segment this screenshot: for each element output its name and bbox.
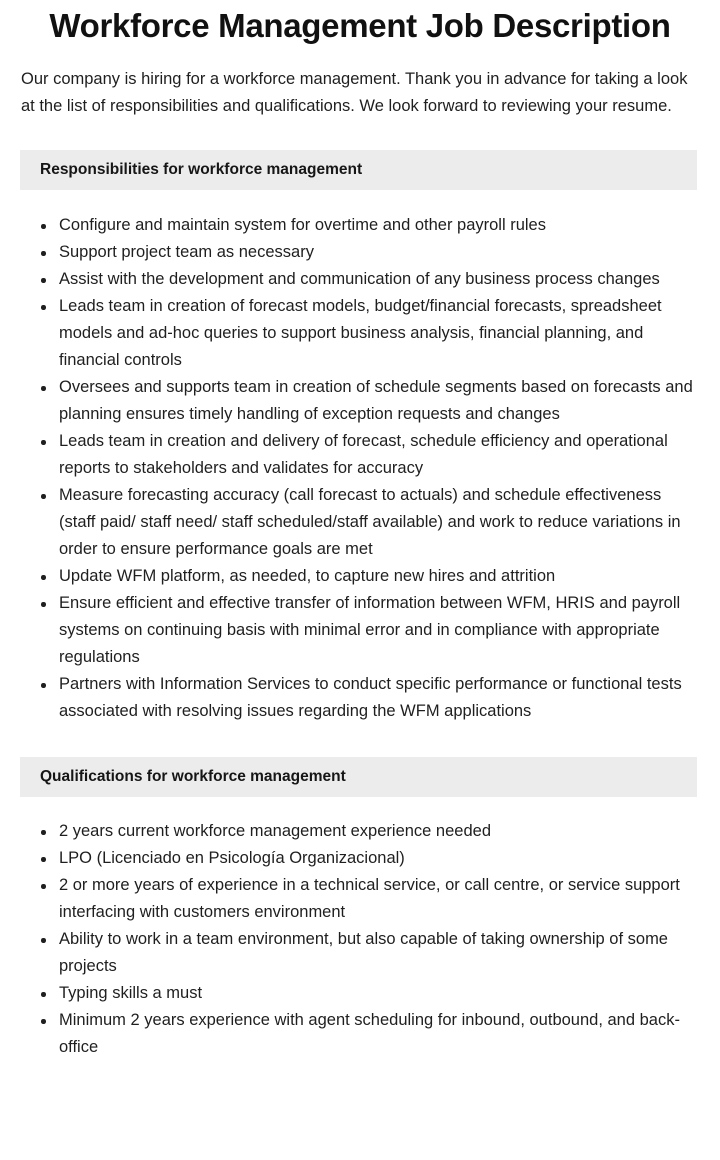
qualifications-body	[0, 818, 720, 1063]
list-item: Support project team as necessary	[0, 239, 698, 266]
section-qualifications	[0, 757, 720, 1063]
section-header-qualifications	[20, 757, 697, 797]
list-item: Minimum 2 years experience with agent scheduling for inbound, outbound, and back-office	[0, 1007, 698, 1061]
list-item: LPO (Licenciado en Psicología Organizacional)	[0, 845, 698, 872]
page-title: Workforce Management Job Description	[49, 7, 671, 44]
section-heading-label: Responsibilities for workforce management	[40, 161, 363, 178]
list-item: Measure forecasting accuracy (call forecast to actuals) and schedule effectiveness (staff paid/ staff need/ staff scheduled/staff available) and work to reduce variations in order to ensure performance goals are met	[0, 482, 698, 563]
list-item: 2 years current workforce management experience needed	[0, 818, 698, 845]
list-item: Partners with Information Services to conduct specific performance or functional tests associated with resolving issues regarding the WFM applications	[0, 671, 698, 725]
list-item: Ensure efficient and effective transfer of information between WFM, HRIS and payroll systems on continuing basis with minimal error and in compliance with appropriate regulations	[0, 590, 698, 671]
section-responsibilities	[0, 150, 720, 727]
list-item: Configure and maintain system for overtime and other payroll rules	[0, 212, 698, 239]
intro-paragraph: Our company is hiring for a workforce management. Thank you in advance for taking a look at the list of responsibilities and qualifications. We look forward to reviewing your resume.	[21, 70, 688, 115]
list-item: Leads team in creation of forecast models, budget/financial forecasts, spreadsheet models and ad-hoc queries to support business analysis, financial planning, and financial controls	[0, 293, 698, 374]
list-item: Typing skills a must	[0, 980, 698, 1007]
responsibilities-list	[0, 212, 720, 725]
qualifications-list	[0, 818, 720, 1061]
section-header-responsibilities	[20, 150, 697, 190]
list-item: Assist with the development and communication of any business process changes	[0, 266, 698, 293]
responsibilities-body	[0, 212, 720, 727]
list-item: Oversees and supports team in creation of schedule segments based on forecasts and planning ensures timely handling of exception requests and changes	[0, 374, 698, 428]
list-item: Update WFM platform, as needed, to capture new hires and attrition	[0, 563, 698, 590]
bottom-spacer	[0, 1063, 720, 1089]
section-heading-label: Qualifications for workforce management	[40, 768, 346, 785]
list-item: Leads team in creation and delivery of forecast, schedule efficiency and operational reports to stakeholders and validates for accuracy	[0, 428, 698, 482]
list-item: 2 or more years of experience in a technical service, or call centre, or service support interfacing with customers environment	[0, 872, 698, 926]
list-item: Ability to work in a team environment, but also capable of taking ownership of some projects	[0, 926, 698, 980]
